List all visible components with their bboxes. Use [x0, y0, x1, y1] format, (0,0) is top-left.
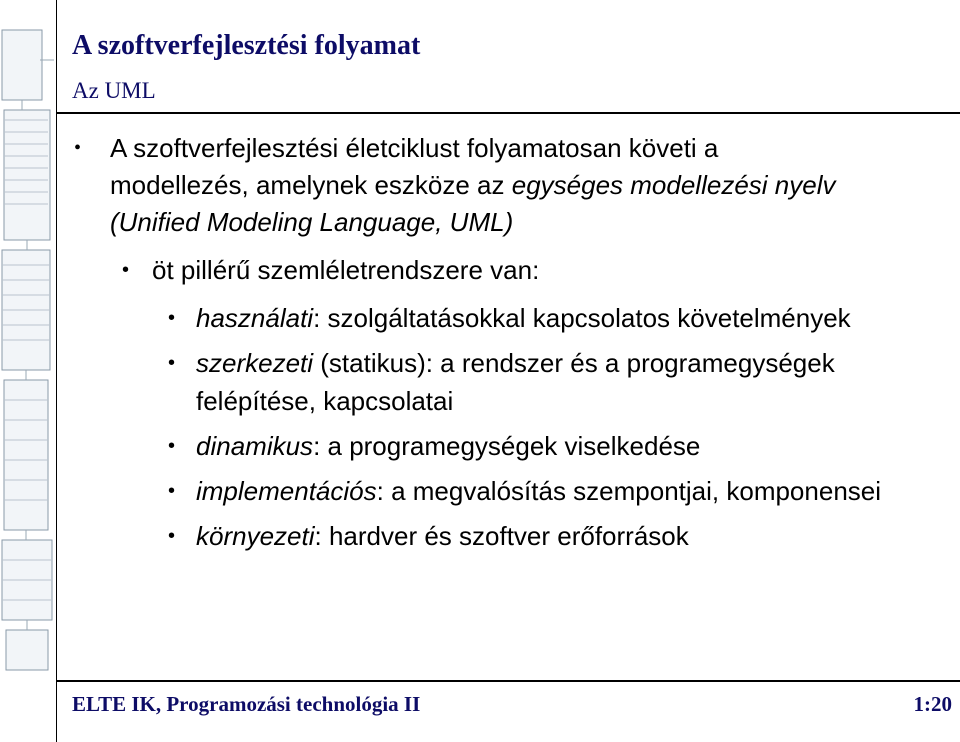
- slide-title: A szoftverfejlesztési folyamat: [72, 30, 421, 61]
- pillar-item-hasznalati: [72, 299, 952, 337]
- slide-subtitle: Az UML: [72, 78, 156, 103]
- bullet1-line2-italic: egységes modellezési nyelv: [511, 170, 836, 200]
- bullet-level1: [72, 130, 952, 241]
- decorative-uml-strip: [0, 0, 56, 742]
- pillar-item-kornyezeti: [72, 517, 952, 555]
- uml-diagram-watermark: [0, 0, 56, 742]
- bullet1-line2-plain: modellezés, amelynek eszköze az: [110, 170, 512, 200]
- pillar-text: : a programegységek viselkedése: [313, 431, 701, 461]
- pillar-text: : hardver és szoftver erőforrások: [314, 521, 689, 551]
- bullet2-text: öt pillérű szemléletrendszere van:: [152, 255, 540, 285]
- bullet-dot: •: [168, 435, 176, 457]
- bullet1-line2: [110, 167, 952, 204]
- bullet-dot: •: [168, 307, 176, 329]
- pillar-term: szerkezeti: [196, 348, 314, 378]
- header-divider: [57, 112, 960, 114]
- footer-divider: [57, 680, 960, 682]
- footer-page-number: 1:20: [913, 692, 952, 716]
- bullet-dot: •: [168, 525, 176, 547]
- bullet-level2: [72, 252, 952, 289]
- pillar-text: : szolgáltatásokkal kapcsolatos követelmények: [313, 303, 851, 333]
- slide-content: [72, 130, 952, 555]
- pillar-term: implementációs: [196, 476, 377, 506]
- bullet1-line1: A szoftverfejlesztési életciklust folyamatosan követi a: [110, 133, 719, 163]
- bullet-dot: •: [122, 259, 130, 281]
- bullet1-line3: (Unified Modeling Language, UML): [110, 207, 514, 237]
- pillar-term: környezeti: [196, 521, 315, 551]
- bullet-dot: •: [74, 137, 82, 159]
- pillar-item-dinamikus: [72, 427, 952, 465]
- pillar-term: használati: [196, 303, 314, 333]
- bullet-dot: •: [168, 480, 176, 502]
- pillar-term: dinamikus: [196, 431, 314, 461]
- bullet-dot: •: [168, 352, 176, 374]
- pillar-text: (statikus): a rendszer és a programegységek felépítése, kapcsolatai: [196, 348, 835, 416]
- pillar-item-szerkezeti: [72, 344, 952, 420]
- footer-course: ELTE IK, Programozási technológia II: [72, 692, 421, 716]
- pillar-item-implementacios: [72, 472, 952, 510]
- pillar-text: : a megvalósítás szempontjai, komponensei: [376, 476, 882, 506]
